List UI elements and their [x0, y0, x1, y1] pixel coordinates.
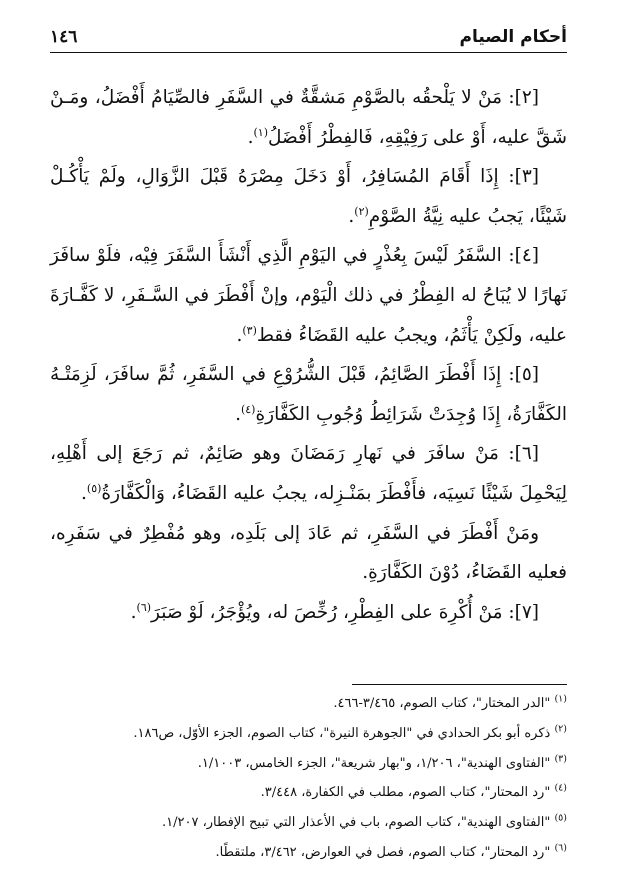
paragraph-end: .	[247, 126, 254, 148]
footnote-ref: (٥)	[86, 481, 102, 495]
footnote-text: "الفتاوى الهندية"، ١/٢٠٦، و"بهار شريعة"، الجزء الخامس، ١/١٠٠٣.	[197, 755, 551, 771]
footnote-4	[50, 778, 567, 808]
footnote-mark: (٥)	[554, 812, 567, 824]
paragraph-issue-6	[50, 434, 567, 513]
footnote-text: "رد المحتار"، كتاب الصوم، مطلب في الكفارة، ٣/٤٤٨.	[260, 785, 551, 801]
paragraph-issue-3	[50, 157, 567, 236]
footnote-text: "الدر المختار"، كتاب الصوم، ٣/٤٦٥-٤٦٦.	[333, 696, 551, 711]
footnote-5	[50, 808, 567, 838]
paragraph-text: ومَنْ أَفْطَرَ في السَّفَرِ، ثم عَادَ إلى بَلَدِه، وهو مُفْطِرٌ في سَفَرِه، فعليه القَضَاءُ، دُوْنَ الكَفَّارَةِ.	[50, 522, 567, 584]
page-number: ١٤٦	[50, 27, 78, 47]
chapter-title: أحكام الصيام	[459, 27, 567, 47]
footnote-ref: (٣)	[242, 323, 257, 337]
footnote-text: ذكره أبو بكر الحدادي في "الجوهرة النيرة"، كتاب الصوم، الجزء الأوّل، ص١٨٦.	[133, 725, 551, 741]
paragraph-end: .	[81, 482, 87, 504]
footnote-ref: (٢)	[354, 204, 369, 218]
paragraph-end: .	[235, 403, 241, 425]
paragraph-issue-4	[50, 236, 567, 355]
paragraph-issue-6-continued	[50, 514, 567, 593]
paragraph-text: [٥]: إِذَا أَفْطَرَ الصَّائِمُ، قَبْلَ الشُّرُوْعِ في السَّفَرِ، ثُمَّ سافَرَ، لَزِمَتْـهُ الكَفَّارَةُ، إِذَا وُجِدَتْ شَرَائِطُ وُجُوبِ الكَفَّارَةِ	[50, 364, 567, 425]
footnote-ref: (٦)	[136, 600, 152, 614]
main-text	[50, 78, 567, 632]
footnote-mark: (١)	[554, 693, 567, 705]
footnote-text: "الفتاوى الهندية"، كتاب الصوم، باب في الأعذار التي تبيح الإفطار، ١/٢٠٧.	[161, 815, 551, 831]
paragraph-text: [٣]: إِذَا أَقَامَ المُسَافِرُ، أَوْ دَخَلَ مِصْرَهُ قَبْلَ الزَّوَالِ، ولَمْ يَأْكُـلْ شَيْئًا، يَجبُ عليه نِيَّةُ الصَّوْمِ	[50, 166, 567, 227]
paragraph-text: [٦]: مَنْ سافَرَ في نَهارِ رَمَضَانَ وهو صَائِمٌ، ثم رَجَعَ إلى أَهْلِهِ، لِيَحْمِلَ شَيْئًا نَسِيَه، فأَفْطَرَ بمَنْـزِله، يجبُ عليه القَضَاءُ، وَالْكَفَّارَةُ	[50, 443, 567, 504]
paragraph-issue-7	[50, 593, 567, 633]
footnote-separator	[352, 684, 567, 685]
paragraph-issue-5	[50, 355, 567, 434]
paragraph-end: .	[236, 324, 243, 346]
footnote-mark: (٦)	[554, 842, 567, 854]
footnote-mark: (٢)	[554, 723, 567, 735]
footnote-3	[50, 749, 567, 779]
footnote-6	[50, 838, 567, 868]
footnote-2	[50, 719, 567, 749]
paragraph-text: [٢]: مَنْ لا يَلْحقُه بالصَّوْمِ مَشقَّةٌ في السَّفَرِ فالصِّيَامُ أَفْضَلُ، ومَـنْ شَقَّ عليه، أَوْ على رَفِيْقِهِ، فَالفِطْرُ أَفْضَلُ	[50, 87, 567, 148]
paragraph-end: .	[348, 205, 355, 227]
paragraph-issue-2	[50, 78, 567, 157]
footnote-ref: (١)	[253, 125, 268, 139]
footnote-ref: (٤)	[240, 402, 256, 416]
footnote-mark: (٣)	[554, 753, 567, 765]
paragraph-text: [٧]: مَنْ أُكْرِهَ على الفِطْرِ، رُخِّصَ له، ويُؤْجَرُ، لَوْ صَبَرَ	[151, 601, 539, 623]
footnote-1	[50, 689, 567, 719]
footnotes	[50, 684, 567, 868]
footnote-text: "رد المحتار"، كتاب الصوم، فصل في العوارض، ٣/٤٦٢، ملتقطًا.	[215, 844, 551, 860]
running-header	[50, 22, 567, 53]
footnote-mark: (٤)	[554, 783, 567, 795]
paragraph-end: .	[130, 601, 137, 623]
paragraph-text: [٤]: السَّفَرُ لَيْسَ بِعُذْرٍ في اليَوْمِ الَّذِي أَنْشَأَ السَّفَرَ فِيْه، فلَوْ سافَرَ نَهارًا لا يُبَاحُ له الفِطْرُ في ذلك الْيَوْم، وإنْ أَفْطَرَ في السَّـفَرِ، لا كَفَّـارَةَ عليه، ولَكِنْ يَأْثَمُ، ويجبُ عليه القَضَاءُ فقط	[50, 245, 567, 346]
